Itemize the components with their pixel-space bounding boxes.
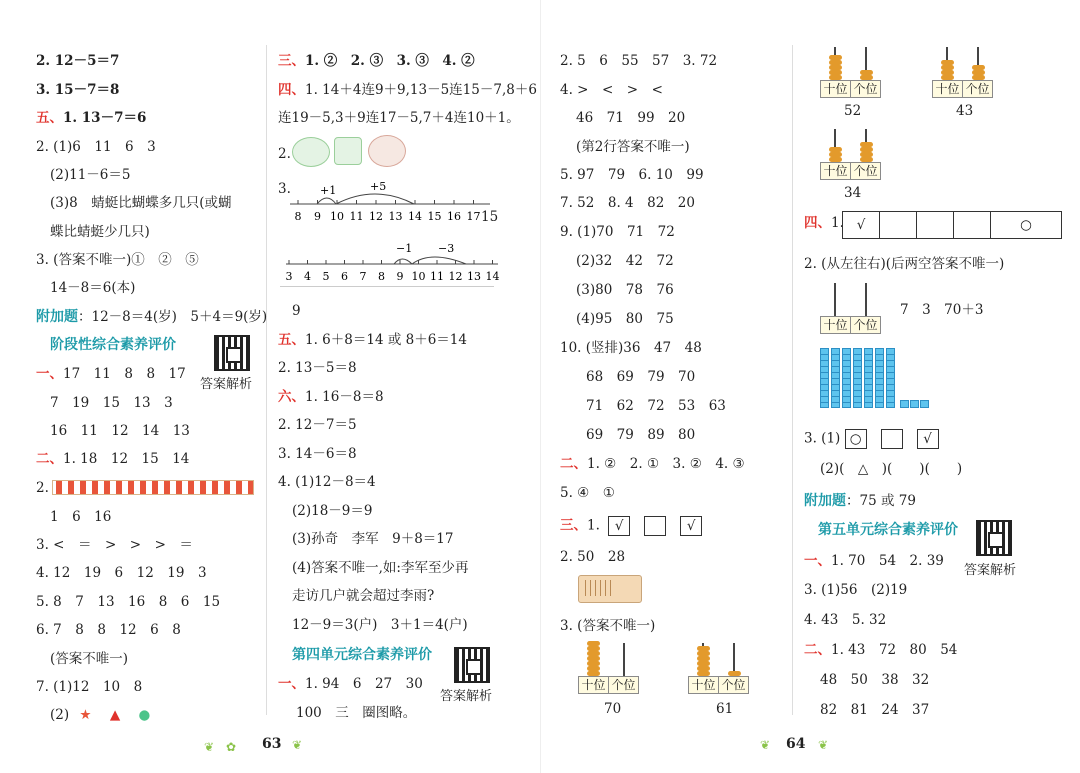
- tick-label: 9: [396, 270, 404, 283]
- tick-label: 9: [314, 210, 321, 223]
- answer-line: 3. (答案不唯一): [560, 618, 656, 634]
- tens-label: 十位: [821, 163, 851, 179]
- circle-icon: ●: [138, 707, 151, 723]
- answer-line: (2)18－9＝9: [292, 503, 373, 519]
- column-divider: [792, 45, 793, 715]
- abacus: [688, 642, 750, 694]
- answer-cell: [954, 212, 991, 238]
- cube-unit: [900, 400, 909, 408]
- leaf-icon: ❦ ✿: [204, 740, 237, 754]
- bonus-line: 附加题：75 或 79: [804, 493, 916, 509]
- bead: [697, 666, 710, 671]
- ones-label: 个位: [721, 678, 746, 692]
- answer-box: √: [917, 429, 939, 449]
- answer-line: 3. (答案不唯一)① ② ⑤: [36, 252, 199, 268]
- qr-code-icon: [976, 520, 1012, 556]
- jump-label: +5: [370, 180, 387, 193]
- abacus: [932, 46, 994, 98]
- answer-line: 71 62 72 53 63: [586, 398, 726, 414]
- dumpling-plate-icon: [292, 137, 330, 167]
- answer-line: (3)80 78 76: [576, 282, 674, 298]
- answer-line: 二、1. ② 2. ① 3. ② 4. ③: [560, 456, 745, 472]
- tick-label: 5: [322, 270, 330, 283]
- answer-line: 三、1. ② 2. ③ 3. ③ 4. ②: [278, 53, 475, 69]
- tens-label: 十位: [821, 81, 851, 97]
- answer-line: 连19－5,3＋9连17－5,7＋4连10＋1。: [278, 110, 520, 126]
- answer-line: 五、1. 13－7＝6: [36, 110, 147, 126]
- answer-box: [881, 429, 903, 449]
- answer-line: 7 19 15 13 3: [50, 395, 173, 411]
- page-number: 63: [262, 736, 282, 752]
- answer-line: 二、1. 43 72 80 54: [804, 642, 958, 658]
- bead: [587, 646, 600, 651]
- bead: [972, 65, 985, 70]
- bead: [697, 661, 710, 666]
- qr-caption: 答案解析: [200, 377, 253, 392]
- answer-line: 3. 15－7＝8: [36, 82, 120, 98]
- answer-cell: [917, 212, 954, 238]
- answer-line: 82 81 24 37: [820, 702, 930, 718]
- jump-label: −3: [438, 242, 455, 255]
- ones-label: 个位: [853, 164, 878, 178]
- tick-label: 6: [341, 270, 348, 283]
- section-title: 第五单元综合素养评价: [818, 522, 958, 538]
- bead: [829, 152, 842, 157]
- tick-label: 16: [447, 210, 461, 223]
- jump-label: +1: [320, 184, 337, 197]
- answer-line: 3.: [278, 181, 291, 197]
- answer-line: 六、1. 16－8＝8: [278, 389, 384, 405]
- tick-label: 10: [411, 270, 426, 283]
- answer-line: 5. 8 7 13 16 8 6 15: [36, 594, 221, 610]
- tens-label: 十位: [821, 317, 851, 333]
- answer-line: 2.: [36, 480, 49, 496]
- bead: [829, 147, 842, 152]
- number-line-2: [286, 240, 506, 290]
- section-title: 阶段性综合素养评价: [50, 337, 176, 353]
- answer-row-table: [842, 211, 1062, 239]
- abacus: [820, 46, 882, 98]
- answer-line: 100 三 圈图略。: [296, 705, 417, 721]
- answer-value: 15: [481, 209, 499, 225]
- answer-line: (第2行答案不唯一): [576, 139, 690, 155]
- abacus-value: 43: [956, 103, 974, 119]
- answer-line: 10. (竖排)36 47 48: [560, 340, 702, 356]
- page-gutter: [540, 0, 541, 773]
- answer-line: (2)( △ )( )( ): [820, 461, 963, 477]
- answer-box: √: [608, 516, 630, 536]
- bead: [587, 651, 600, 656]
- ones-label: 个位: [853, 318, 878, 332]
- answer-line: 2. 50 28: [560, 549, 626, 565]
- bead: [697, 651, 710, 656]
- tick-label: 13: [388, 210, 403, 223]
- bead: [972, 70, 985, 75]
- leaf-icon: ❦: [760, 738, 771, 752]
- tick-label: 10: [330, 210, 344, 223]
- answer-line: (答案不唯一): [50, 651, 129, 667]
- bead: [860, 147, 873, 152]
- bead: [860, 152, 873, 157]
- answer-line: 一、17 11 8 8 17: [36, 366, 186, 382]
- answer-line: (2)32 42 72: [576, 253, 674, 269]
- triangle-icon: ▲: [109, 707, 121, 723]
- answer-line: 四、1.: [804, 215, 844, 231]
- star-icon: ★: [79, 707, 92, 723]
- bead: [829, 65, 842, 70]
- qr-code-icon: [214, 335, 250, 371]
- abacus-value: 34: [844, 185, 862, 201]
- cube-unit: [910, 400, 919, 408]
- tick-label: 14: [485, 270, 500, 283]
- tick-label: 11: [430, 270, 444, 283]
- diamond-row-icon: [52, 480, 254, 495]
- cube-stick: [842, 348, 851, 408]
- separator: [280, 286, 494, 287]
- answer-line: 14－8＝6(本): [50, 280, 136, 296]
- tick-label: 14: [408, 210, 422, 223]
- bonus-line: 附加题：12－8＝4(岁) 5＋4＝9(岁): [36, 309, 268, 325]
- bead: [829, 55, 842, 60]
- bead: [587, 666, 600, 671]
- dumpling-plate-icon: [368, 135, 406, 167]
- answer-line: 4. > < > <: [560, 82, 663, 98]
- answer-line: 2. 12－5＝7: [36, 53, 120, 69]
- tick-label: 8: [294, 210, 302, 223]
- answer-line: 5. 97 79 6. 10 99: [560, 167, 704, 183]
- bead: [941, 60, 954, 65]
- answer-line: 4. (1)12－8＝4: [278, 474, 376, 490]
- answer-line: (4)答案不唯一,如:李军至少再: [292, 560, 469, 576]
- answer-cell: ○: [1020, 217, 1032, 233]
- abacus: [578, 642, 640, 694]
- answer-line: 5. ④ ①: [560, 485, 615, 501]
- bead: [697, 656, 710, 661]
- answer-line: 1 6 16: [50, 509, 112, 525]
- answer-line: 4. 12 19 6 12 19 3: [36, 565, 207, 581]
- bead: [587, 641, 600, 646]
- qr-caption: 答案解析: [440, 689, 493, 704]
- abacus-value: 70: [604, 701, 622, 717]
- section-title: 第四单元综合素养评价: [292, 647, 432, 663]
- cube-stick: [820, 348, 829, 408]
- tick-label: 3: [286, 270, 293, 283]
- answer-box: √: [680, 516, 702, 536]
- answer-line: (2)11－6＝5: [50, 167, 131, 183]
- answer-line: 2. 13－5＝8: [278, 360, 357, 376]
- answer-line: 3. 14－6＝8: [278, 446, 357, 462]
- answer-line: 走访几户就会超过李雨?: [292, 588, 435, 604]
- cube-stick: [831, 348, 840, 408]
- bead: [860, 142, 873, 147]
- answer-line: 蝶比蜻蜓少几只): [50, 224, 150, 240]
- qr-caption: 答案解析: [964, 563, 1017, 578]
- tens-label: 十位: [579, 677, 609, 693]
- answer-line: (3)孙奇 李军 9＋8＝17: [292, 531, 454, 547]
- bead: [587, 656, 600, 661]
- ones-label: 个位: [611, 678, 636, 692]
- cube-rods-icon: [578, 575, 642, 603]
- cube-stick: [875, 348, 884, 408]
- answer-line: 3. < ＝ > > > ＝: [36, 537, 193, 553]
- cube-unit: [920, 400, 929, 408]
- answer-line: 2. 5 6 55 57 3. 72: [560, 53, 718, 69]
- answer-line: (3)8 蜻蜓比蝴蝶多几只(或蝴: [50, 195, 232, 211]
- tick-label: 7: [359, 270, 367, 283]
- answer-line: 7. (1)12 10 8: [36, 679, 143, 695]
- bead: [829, 70, 842, 75]
- abacus-value: 52: [844, 103, 862, 119]
- abacus-value: 61: [716, 701, 734, 717]
- answer-line: 2.: [278, 146, 291, 162]
- answer-cell: [880, 212, 917, 238]
- answer-line: 五、1. 6＋8＝14 或 8＋6＝14: [278, 332, 467, 348]
- leaf-icon: ❦: [818, 738, 829, 752]
- number-line-1: [290, 178, 510, 230]
- cube-sticks-icon: [820, 348, 920, 410]
- answer-line: 2. (从左往右)(后两空答案不唯一): [804, 256, 1005, 272]
- bead: [941, 70, 954, 75]
- abacus: [820, 282, 882, 334]
- answer-line: 4. 43 5. 32: [804, 612, 887, 628]
- answer-line: 46 71 99 20: [576, 110, 686, 126]
- answer-line: (4)95 80 75: [576, 311, 674, 327]
- answer-line: 69 79 89 80: [586, 427, 696, 443]
- bead: [697, 646, 710, 651]
- jump-label: −1: [396, 242, 413, 255]
- answer-line: 48 50 38 32: [820, 672, 930, 688]
- cube-stick: [886, 348, 895, 408]
- page-number: 64: [786, 736, 806, 752]
- answer-box: [644, 516, 666, 536]
- answer-line: 一、1. 94 6 27 30: [278, 676, 423, 692]
- tens-label: 十位: [689, 677, 719, 693]
- answer-line: 9. (1)70 71 72: [560, 224, 675, 240]
- tick-label: 4: [304, 270, 311, 283]
- bead: [587, 661, 600, 666]
- answer-line: 68 69 79 70: [586, 369, 696, 385]
- answer-line: (2) ★ ▲ ●: [50, 707, 151, 723]
- answer-line: 16 11 12 14 13: [50, 423, 190, 439]
- abacus: [820, 128, 882, 180]
- bead: [941, 65, 954, 70]
- cube-stick: [853, 348, 862, 408]
- answer-line: 9: [292, 303, 301, 319]
- leaf-icon: ❦: [292, 738, 303, 752]
- tick-label: 12: [448, 270, 463, 283]
- answer-line: 6. 7 8 8 12 6 8: [36, 622, 181, 638]
- answer-line: 3. (1) ○ √: [804, 429, 953, 449]
- answer-line: 一、1. 70 54 2. 39: [804, 553, 944, 569]
- answer-box: ○: [845, 429, 867, 449]
- answer-line: 2. 12－7＝5: [278, 417, 357, 433]
- answer-line: 三、1. √ √: [560, 516, 716, 536]
- answer-line: 四、1. 14＋4连9＋9,13－5连15－7,8＋6: [278, 82, 537, 98]
- answer-line: 12－9＝3(户) 3＋1＝4(户): [292, 617, 468, 633]
- tens-label: 十位: [933, 81, 963, 97]
- answer-line: 7. 52 8. 4 82 20: [560, 195, 695, 211]
- ones-label: 个位: [853, 82, 878, 96]
- answer-line: 二、1. 18 12 15 14: [36, 451, 190, 467]
- answer-line: 3. (1)56 (2)19: [804, 582, 908, 598]
- tick-label: 11: [349, 210, 364, 223]
- answer-line: 7 3 70＋3: [900, 302, 984, 318]
- bead: [829, 60, 842, 65]
- bead: [860, 70, 873, 75]
- answer-line: 2. (1)6 11 6 3: [36, 139, 156, 155]
- column-divider: [266, 45, 267, 715]
- tick-label: 12: [369, 210, 383, 223]
- cube-stick: [864, 348, 873, 408]
- qr-code-icon: [454, 647, 490, 683]
- dumpling-plate-icon: [334, 137, 362, 165]
- ones-label: 个位: [965, 82, 990, 96]
- tick-label: 13: [467, 270, 481, 283]
- tick-label: 15: [427, 210, 442, 223]
- tick-label: 8: [378, 270, 385, 283]
- tick-label: 17: [466, 210, 481, 223]
- answer-cell: √: [843, 212, 880, 238]
